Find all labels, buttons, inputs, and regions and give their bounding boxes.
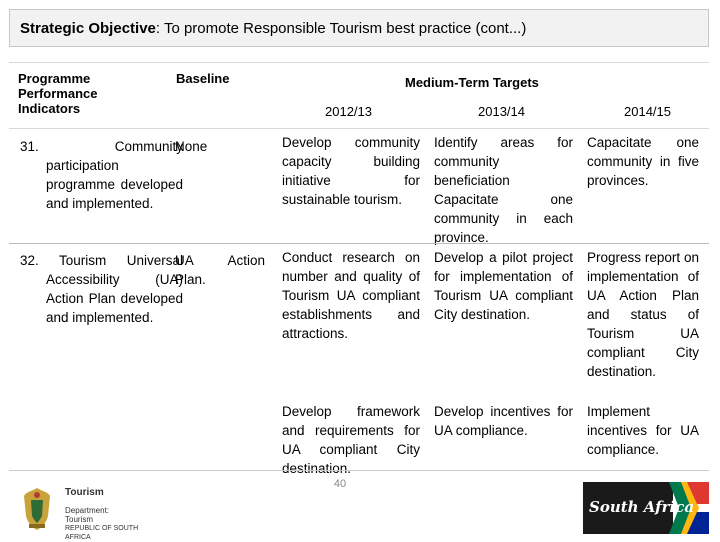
header-baseline: Baseline (176, 71, 230, 86)
brand-name: South Africa (589, 498, 695, 516)
row-31-target-2013: Identify areas for community beneficiation Capacitate one community in each province. (434, 135, 573, 245)
row-32b-target-2014: Implement incentives for UA compliance. (587, 404, 699, 457)
row-separator (9, 243, 709, 244)
row-32-target-2014: Progress report on implementation of UA Action Plan and status of Tourism UA compliant City destination. (587, 250, 699, 379)
coat-of-arms-icon (20, 486, 54, 532)
row-32-target-2012: Conduct research on number and quality of Tourism UA compliant establishments and attractions. (282, 250, 420, 341)
row-32-baseline: UA Action Plan. (175, 253, 265, 287)
row-31-target-2012: Develop community capacity building initiative for sustainable tourism. (282, 135, 420, 207)
header-targets: Medium-Term Targets (405, 75, 539, 90)
table-top-rule (9, 62, 709, 63)
row-32-target-2013: Develop a pilot project for implementation of Tourism UA compliant City destination. (434, 250, 573, 322)
dept-line3: Tourism (65, 515, 94, 524)
header-indicators: Programme Performance Indicators (18, 71, 98, 116)
dept-name: Tourism (65, 487, 104, 498)
row-32-indicator: 32. Tourism Universal Accessibility (UA) Action Plan developed and implemented. (20, 253, 183, 325)
row-32b-target-2013: Develop incentives for UA compliance. (434, 404, 573, 438)
tourism-department-logo (20, 486, 160, 541)
header-rule (9, 128, 709, 129)
footer-rule (9, 470, 709, 471)
header-year-3: 2014/15 (624, 104, 671, 119)
row-31-target-2014: Capacitate one community in five provinces. (587, 135, 699, 188)
header-year-2: 2013/14 (478, 104, 525, 119)
south-africa-brand-logo (583, 482, 709, 534)
dept-line2: Department: (65, 506, 110, 515)
row-31-baseline: None (175, 139, 208, 154)
dept-line4: REPUBLIC OF SOUTH AFRICA (65, 525, 139, 541)
title-bold: Strategic Objective (20, 20, 156, 37)
title-rest: : To promote Responsible Tourism best practice (cont...) (155, 20, 527, 37)
page-number: 40 (333, 478, 347, 490)
row-32b-target-2012: Develop framework and requirements for UA compliant City destination. (282, 404, 420, 476)
header-year-1: 2012/13 (325, 104, 372, 119)
slide-title (9, 9, 709, 47)
row-31-indicator: 31. Community participation programme developed and implemented. (20, 139, 183, 211)
